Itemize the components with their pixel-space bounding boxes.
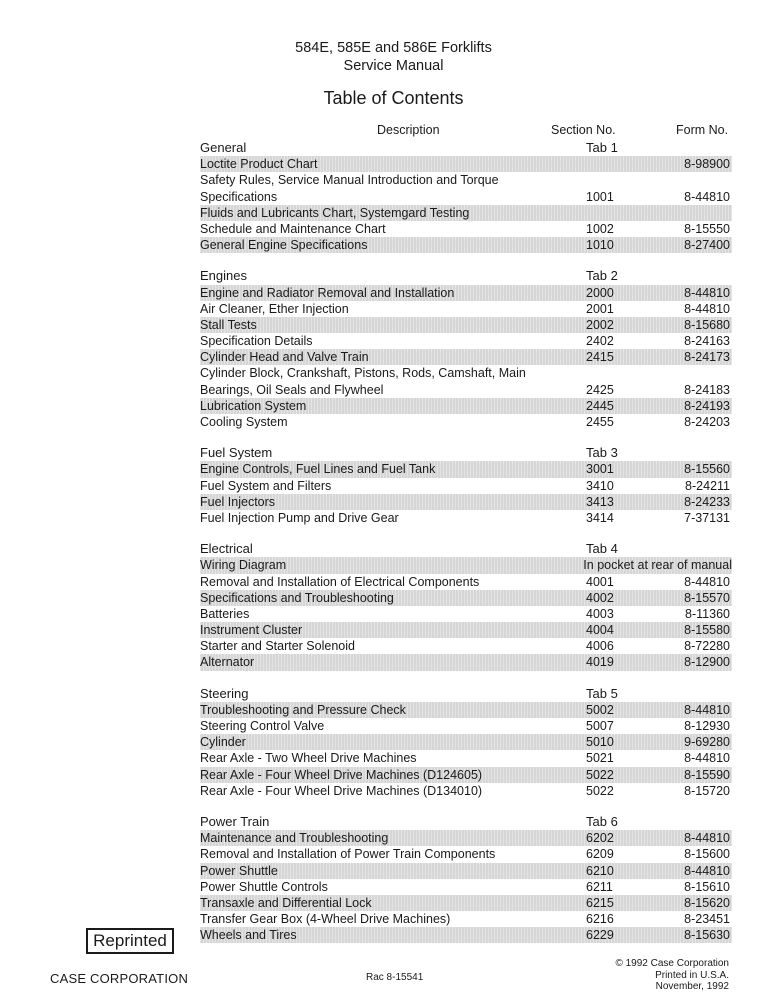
row-form-number: 8-72280	[684, 639, 730, 654]
toc-row	[200, 494, 732, 510]
publication-info	[615, 958, 729, 993]
row-form-number: 8-15570	[684, 590, 730, 605]
row-description: Specifications and Troubleshooting	[200, 590, 394, 605]
row-section-number: 4002	[586, 590, 614, 605]
row-form-number: 8-24183	[684, 382, 730, 397]
column-header-section: Section No.	[551, 123, 616, 137]
row-description: Starter and Starter Solenoid	[200, 639, 355, 654]
row-form-number: 8-44810	[684, 863, 730, 878]
page-title: Table of Contents	[323, 88, 464, 108]
toc-row	[200, 927, 732, 943]
row-section-number: 6211	[586, 879, 613, 894]
toc-row	[200, 702, 732, 718]
toc-row	[200, 365, 732, 397]
section-heading	[200, 140, 732, 156]
toc-row	[200, 205, 732, 221]
row-section-number: 6216	[586, 912, 614, 927]
row-form-number: 8-24163	[684, 334, 730, 349]
copyright-line: © 1992 Case Corporation	[615, 958, 729, 969]
row-description: Specification Details	[200, 334, 313, 349]
section-tab: Tab 2	[586, 268, 618, 284]
reprinted-stamp: Reprinted	[86, 928, 174, 954]
row-form-number: 8-44810	[684, 285, 730, 300]
row-form-number: 8-23451	[684, 912, 730, 927]
table-of-contents	[200, 140, 732, 943]
toc-row	[200, 317, 732, 333]
row-description: Rear Axle - Two Wheel Drive Machines	[200, 751, 417, 766]
row-description: Safety Rules, Service Manual Introduction and Torque Specifications	[200, 173, 499, 204]
row-section-number: 4001	[586, 574, 614, 589]
row-form-number: 7-37131	[684, 510, 730, 525]
section-tab: Tab 1	[586, 140, 618, 155]
row-description: Engine Controls, Fuel Lines and Fuel Tank	[200, 462, 436, 477]
toc-row	[200, 414, 732, 430]
row-description: General Engine Specifications	[200, 238, 368, 253]
toc-section	[200, 140, 732, 253]
row-form-number: 8-15620	[684, 895, 730, 910]
row-description: Rear Axle - Four Wheel Drive Machines (D134010)	[200, 783, 483, 798]
row-section-number: 5021	[586, 751, 614, 766]
row-form-number: 8-11360	[685, 606, 730, 621]
row-form-number: 8-15550	[684, 221, 730, 236]
toc-row	[200, 590, 732, 606]
row-form-number: 8-15560	[684, 462, 730, 477]
toc-row	[200, 478, 732, 494]
row-section-number: 2425	[586, 382, 614, 397]
row-description: Loctite Product Chart	[200, 157, 318, 172]
row-description: Wheels and Tires	[200, 928, 297, 943]
section-tab: Tab 6	[586, 813, 618, 829]
toc-row	[200, 895, 732, 911]
row-section-number: 2455	[586, 415, 614, 430]
row-form-number: 8-15580	[684, 623, 730, 638]
toc-row	[200, 879, 732, 895]
row-description: Cooling System	[200, 415, 288, 430]
row-description: Fluids and Lubricants Chart, Systemgard Testing	[200, 205, 470, 220]
row-section-number: 5010	[586, 735, 614, 750]
row-section-number: 6202	[586, 831, 614, 846]
row-description: Air Cleaner, Ether Injection	[200, 301, 349, 316]
row-form-number: 8-44810	[684, 831, 730, 846]
row-description: Removal and Installation of Power Train Components	[200, 847, 496, 862]
toc-row	[200, 557, 732, 573]
manual-type-line: Service Manual	[343, 58, 444, 74]
toc-row	[200, 172, 732, 204]
row-description: Troubleshooting and Pressure Check	[200, 702, 406, 717]
section-tab: Tab 5	[586, 685, 618, 701]
toc-row	[200, 783, 732, 799]
row-description: Steering Control Valve	[200, 719, 325, 734]
row-form-number: 8-44810	[684, 301, 730, 316]
row-description: Power Shuttle Controls	[200, 879, 328, 894]
section-name: Fuel System	[200, 445, 273, 461]
toc-row	[200, 638, 732, 654]
row-description: Transfer Gear Box (4-Wheel Drive Machines)	[200, 912, 451, 927]
toc-section	[200, 686, 732, 799]
toc-row	[200, 622, 732, 638]
row-section-number: 2002	[586, 317, 614, 332]
toc-row	[200, 718, 732, 734]
toc-row	[200, 349, 732, 365]
row-description: Fuel System and Filters	[200, 478, 332, 493]
row-form-number: 8-27400	[684, 238, 730, 253]
row-description: Instrument Cluster	[200, 623, 303, 638]
row-description: Removal and Installation of Electrical Components	[200, 574, 480, 589]
row-section-number: 2445	[586, 398, 614, 413]
row-form-number: 8-15610	[684, 879, 730, 894]
toc-row	[200, 654, 732, 670]
column-header-form: Form No.	[676, 123, 729, 137]
toc-row	[200, 301, 732, 317]
toc-row	[200, 734, 732, 750]
row-form-number: 8-15600	[684, 847, 730, 862]
corporation-name: CASE CORPORATION	[50, 971, 189, 986]
section-name: Engines	[200, 268, 247, 284]
row-description: Cylinder Head and Valve Train	[200, 350, 369, 365]
row-description: Power Shuttle	[200, 863, 278, 878]
toc-row	[200, 863, 732, 879]
row-form-number: 8-24193	[684, 398, 730, 413]
row-description: Schedule and Maintenance Chart	[200, 221, 386, 236]
section-name: General	[200, 140, 247, 155]
row-section-number: 4004	[586, 623, 614, 638]
row-description: Transaxle and Differential Lock	[200, 895, 372, 910]
form-reference: Rac 8-15541	[366, 972, 424, 983]
row-section-number: 6209	[586, 847, 614, 862]
row-section-number: 2001	[586, 301, 614, 316]
row-form-number: 9-69280	[684, 735, 730, 750]
row-section-number: 4019	[586, 655, 614, 670]
toc-row	[200, 285, 732, 301]
section-heading	[200, 686, 732, 702]
toc-row	[200, 767, 732, 783]
row-form-number: 8-44810	[684, 574, 730, 589]
section-heading	[200, 445, 732, 461]
section-heading	[200, 268, 732, 284]
toc-section	[200, 445, 732, 526]
row-description: Rear Axle - Four Wheel Drive Machines (D124605)	[200, 767, 483, 782]
row-section-number: 1010	[586, 238, 614, 253]
row-form-number: 8-98900	[684, 157, 730, 172]
row-section-number: 5007	[586, 719, 614, 734]
row-form-number: 8-24233	[684, 494, 730, 509]
row-form-number: 8-15590	[684, 767, 730, 782]
row-description: Fuel Injectors	[200, 494, 276, 509]
toc-row	[200, 606, 732, 622]
toc-row	[200, 398, 732, 414]
row-section-number: 4006	[586, 639, 614, 654]
row-description: Stall Tests	[200, 317, 257, 332]
row-form-number: 8-15630	[684, 928, 730, 943]
section-heading	[200, 814, 732, 830]
manual-model-line: 584E, 585E and 586E Forklifts	[295, 40, 492, 56]
section-tab: Tab 4	[586, 541, 618, 557]
row-section-number: 6210	[586, 863, 614, 878]
toc-row	[200, 333, 732, 349]
row-section-number: 5002	[586, 702, 614, 717]
toc-row	[200, 574, 732, 590]
row-form-number: 8-24203	[684, 415, 730, 430]
row-section-number: 5022	[586, 783, 614, 798]
row-form-number: 8-12900	[684, 655, 730, 670]
toc-row	[200, 846, 732, 862]
row-section-number: 5022	[586, 767, 614, 782]
row-section-number: 6229	[586, 928, 614, 943]
toc-row	[200, 156, 732, 172]
row-description: Fuel Injection Pump and Drive Gear	[200, 510, 399, 525]
row-form-number: 8-44810	[684, 189, 730, 204]
row-section-number: 3001	[586, 462, 614, 477]
row-section-number: 3414	[586, 510, 614, 525]
row-section-number: 2000	[586, 285, 614, 300]
toc-row	[200, 830, 732, 846]
row-location-note: In pocket at rear of manual	[583, 558, 732, 573]
row-description: Maintenance and Troubleshooting	[200, 831, 389, 846]
row-description: Alternator	[200, 655, 255, 670]
section-heading	[200, 541, 732, 557]
date-line: November, 1992	[655, 981, 729, 992]
row-section-number: 1002	[586, 221, 614, 236]
section-tab: Tab 3	[586, 445, 618, 461]
toc-section	[200, 814, 732, 944]
toc-row	[200, 911, 732, 927]
section-name: Power Train	[200, 813, 270, 829]
toc-row	[200, 221, 732, 237]
row-description: Lubrication System	[200, 398, 307, 413]
column-header-description: Description	[377, 123, 440, 137]
row-form-number: 8-44810	[684, 702, 730, 717]
row-description: Batteries	[200, 606, 250, 621]
row-form-number: 8-12930	[684, 719, 730, 734]
row-form-number: 8-15720	[684, 783, 730, 798]
row-section-number: 2415	[586, 350, 614, 365]
section-name: Steering	[200, 685, 249, 701]
row-form-number: 8-24173	[684, 350, 730, 365]
toc-row	[200, 750, 732, 766]
toc-row	[200, 510, 732, 526]
row-form-number: 8-15680	[684, 317, 730, 332]
row-description: Wiring Diagram	[200, 558, 287, 573]
printed-line: Printed in U.S.A.	[655, 969, 729, 981]
toc-section	[200, 268, 732, 430]
section-name: Electrical	[200, 541, 253, 557]
row-form-number: 8-24211	[685, 478, 730, 493]
toc-row	[200, 237, 732, 253]
row-form-number: 8-44810	[684, 751, 730, 766]
toc-row	[200, 461, 732, 477]
row-section-number: 2402	[586, 334, 614, 349]
row-section-number: 4003	[586, 606, 614, 621]
toc-section	[200, 541, 732, 671]
row-description: Cylinder	[200, 735, 246, 750]
row-description: Engine and Radiator Removal and Installation	[200, 285, 455, 300]
row-section-number: 3410	[586, 478, 614, 493]
row-description: Cylinder Block, Crankshaft, Pistons, Rods, Camshaft, Main Bearings, Oil Seals and Flywheel	[200, 366, 526, 397]
row-section-number: 1001	[586, 189, 614, 204]
row-section-number: 3413	[586, 494, 614, 509]
row-section-number: 6215	[586, 895, 614, 910]
